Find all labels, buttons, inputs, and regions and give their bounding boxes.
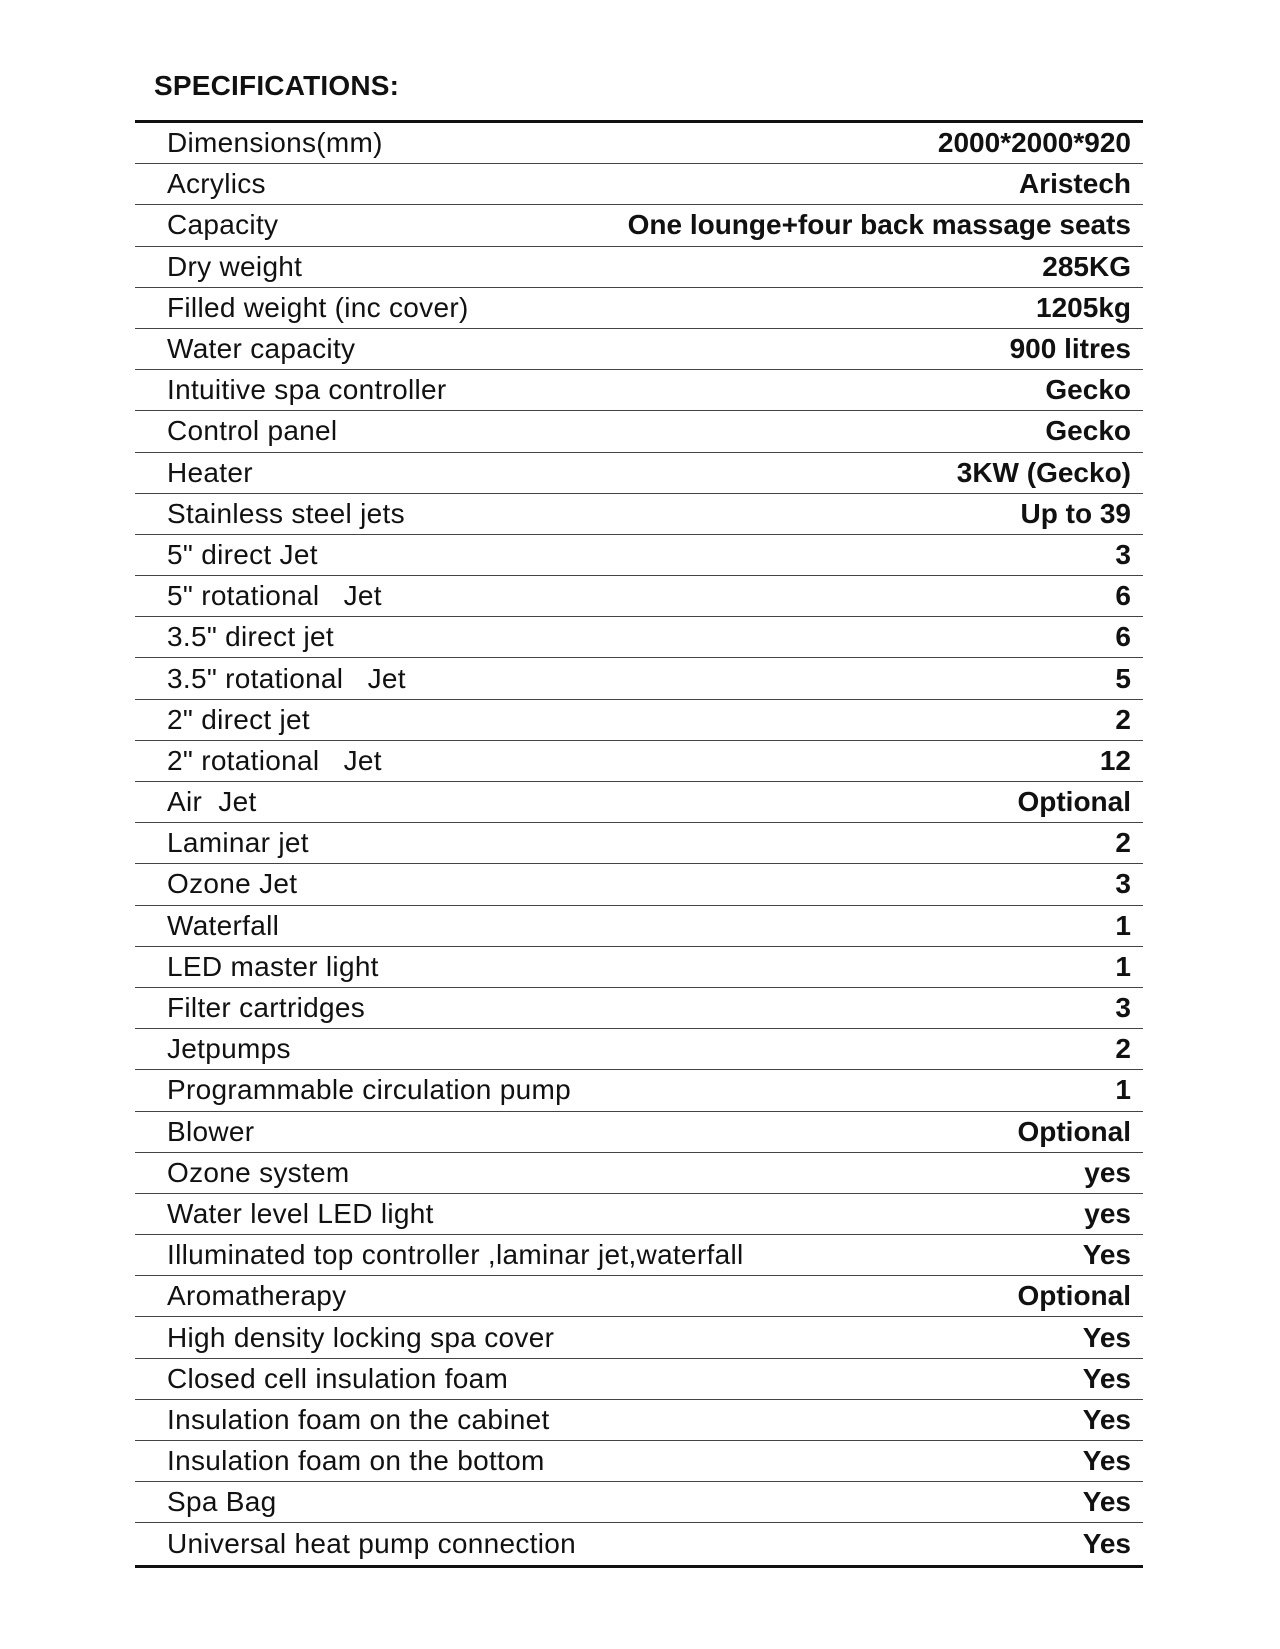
table-row <box>135 906 1143 947</box>
table-row <box>135 1235 1143 1276</box>
table-row <box>135 782 1143 823</box>
specifications-table <box>135 120 1143 1568</box>
spec-value: 5 <box>1115 662 1131 694</box>
spec-label: Water capacity <box>167 333 356 365</box>
spec-value: Optional <box>1017 1280 1131 1312</box>
spec-label: Jetpumps <box>167 1033 291 1065</box>
spec-label: Dry weight <box>167 250 303 282</box>
spec-label: Insulation foam on the bottom <box>167 1445 545 1477</box>
table-row <box>135 1194 1143 1235</box>
table-row <box>135 370 1143 411</box>
spec-value: 3 <box>1115 868 1131 900</box>
spec-label: Closed cell insulation foam <box>167 1362 509 1394</box>
table-row <box>135 1441 1143 1482</box>
spec-value: Yes <box>1082 1239 1131 1271</box>
spec-value: Yes <box>1082 1445 1131 1477</box>
spec-label: Stainless steel jets <box>167 497 405 529</box>
spec-value: Yes <box>1082 1362 1131 1394</box>
spec-value: Yes <box>1082 1486 1131 1518</box>
spec-value: 2 <box>1115 1033 1131 1065</box>
spec-label: Ozone Jet <box>167 868 298 900</box>
table-row <box>135 247 1143 288</box>
spec-value: 285KG <box>1042 250 1131 282</box>
table-row <box>135 535 1143 576</box>
table-row <box>135 700 1143 741</box>
spec-value: 6 <box>1115 621 1131 653</box>
spec-value: 1205kg <box>1036 291 1131 323</box>
page-title: SPECIFICATIONS: <box>154 70 400 101</box>
spec-label: Ozone system <box>167 1156 350 1188</box>
table-row <box>135 329 1143 370</box>
spec-label: 3.5" direct jet <box>167 621 334 653</box>
table-row <box>135 1317 1143 1358</box>
spec-value: 3 <box>1115 538 1131 570</box>
spec-label: 2" direct jet <box>167 703 311 735</box>
spec-label: Control panel <box>167 415 338 447</box>
spec-value: 2000*2000*920 <box>937 127 1131 159</box>
table-row <box>135 411 1143 452</box>
spec-label: 5" rotational Jet <box>167 580 382 612</box>
spec-label: Waterfall <box>167 909 280 941</box>
spec-label: Intuitive spa controller <box>167 374 447 406</box>
table-row <box>135 988 1143 1029</box>
spec-label: Spa Bag <box>167 1486 277 1518</box>
spec-value: yes <box>1084 1197 1131 1229</box>
spec-value: 2 <box>1115 827 1131 859</box>
spec-label: Filled weight (inc cover) <box>167 291 469 323</box>
table-row <box>135 823 1143 864</box>
table-row <box>135 1070 1143 1111</box>
spec-label: Filter cartridges <box>167 992 366 1024</box>
spec-label: High density locking spa cover <box>167 1321 555 1353</box>
spec-label: 2" rotational Jet <box>167 744 382 776</box>
spec-label: Dimensions(mm) <box>167 127 383 159</box>
spec-value: Gecko <box>1045 415 1131 447</box>
spec-label: LED master light <box>167 950 379 982</box>
spec-label: 3.5" rotational Jet <box>167 662 406 694</box>
spec-value: Gecko <box>1045 374 1131 406</box>
table-row <box>135 576 1143 617</box>
spec-label: Illuminated top controller ,laminar jet,waterfall <box>167 1239 744 1271</box>
spec-label: Heater <box>167 456 253 488</box>
table-row <box>135 453 1143 494</box>
table-row <box>135 1112 1143 1153</box>
spec-value: 1 <box>1115 1074 1131 1106</box>
table-row <box>135 658 1143 699</box>
spec-value: 1 <box>1115 950 1131 982</box>
table-row <box>135 1029 1143 1070</box>
spec-value: Yes <box>1082 1403 1131 1435</box>
table-row <box>135 123 1143 164</box>
spec-value: Yes <box>1082 1321 1131 1353</box>
spec-value: Yes <box>1082 1527 1131 1559</box>
table-row <box>135 947 1143 988</box>
spec-value: One lounge+four back massage seats <box>627 209 1131 241</box>
spec-label: Universal heat pump connection <box>167 1527 577 1559</box>
spec-value: Optional <box>1017 786 1131 818</box>
table-row <box>135 288 1143 329</box>
table-row <box>135 1153 1143 1194</box>
table-row <box>135 1482 1143 1523</box>
spec-label: Water level LED light <box>167 1197 434 1229</box>
spec-value: 6 <box>1115 580 1131 612</box>
table-row <box>135 741 1143 782</box>
spec-label: Air Jet <box>167 786 257 818</box>
table-row <box>135 617 1143 658</box>
spec-label: Capacity <box>167 209 279 241</box>
spec-value: yes <box>1084 1156 1131 1188</box>
table-row <box>135 494 1143 535</box>
table-row <box>135 205 1143 246</box>
spec-value: 1 <box>1115 909 1131 941</box>
spec-value: 2 <box>1115 703 1131 735</box>
spec-label: Insulation foam on the cabinet <box>167 1403 550 1435</box>
spec-label: Laminar jet <box>167 827 309 859</box>
table-row <box>135 1359 1143 1400</box>
table-row <box>135 864 1143 905</box>
table-row <box>135 1276 1143 1317</box>
spec-value: 12 <box>1099 744 1131 776</box>
spec-value: 900 litres <box>1009 333 1131 365</box>
spec-value: 3KW (Gecko) <box>956 456 1131 488</box>
spec-value: Aristech <box>1018 168 1131 200</box>
spec-label: 5" direct Jet <box>167 538 318 570</box>
spec-label: Blower <box>167 1115 255 1147</box>
spec-label: Programmable circulation pump <box>167 1074 571 1106</box>
table-row <box>135 164 1143 205</box>
spec-value: 3 <box>1115 992 1131 1024</box>
table-row <box>135 1523 1143 1564</box>
spec-value: Up to 39 <box>1020 497 1131 529</box>
table-row <box>135 1400 1143 1441</box>
spec-label: Aromatherapy <box>167 1280 347 1312</box>
spec-value: Optional <box>1017 1115 1131 1147</box>
spec-label: Acrylics <box>167 168 266 200</box>
